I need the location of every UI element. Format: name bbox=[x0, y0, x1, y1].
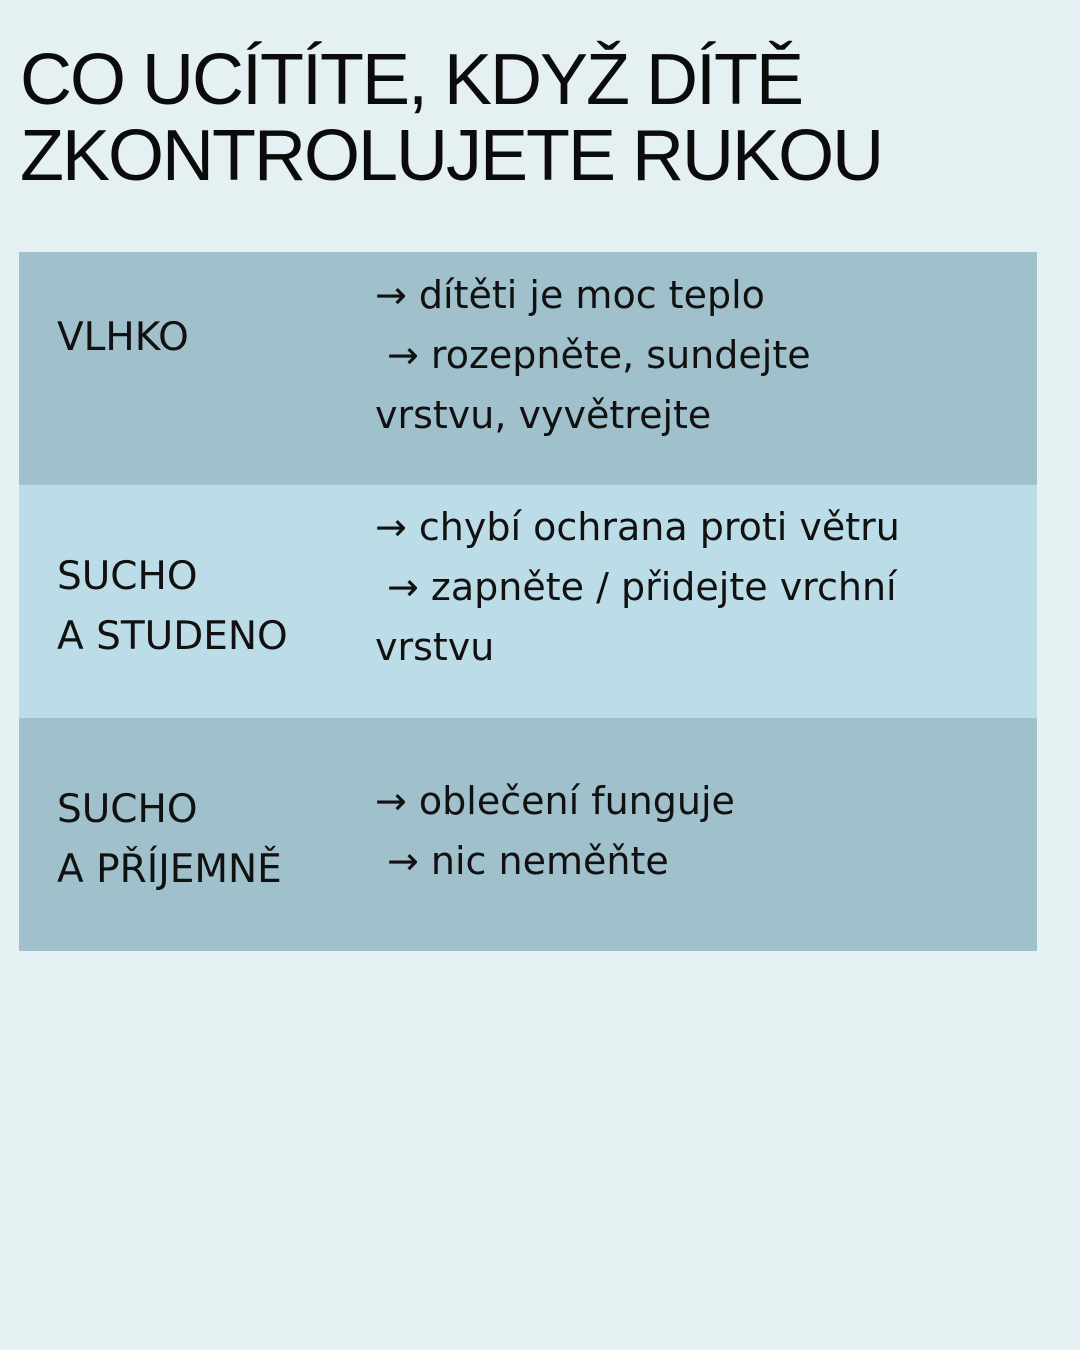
row-description-line: → oblečení funguje bbox=[375, 779, 735, 823]
table-row-sucho-prijemne bbox=[19, 718, 1037, 951]
row-label-line: VLHKO bbox=[57, 315, 189, 360]
info-table bbox=[19, 252, 1037, 951]
title-line-2: ZKONTROLUJETE RUKOU bbox=[20, 116, 883, 196]
row-description bbox=[375, 771, 1025, 891]
row-description bbox=[375, 497, 1025, 677]
row-description-line: → chybí ochrana proti větru bbox=[375, 505, 900, 549]
row-label-line: SUCHO bbox=[57, 554, 198, 599]
row-label-line: A PŘÍJEMNĚ bbox=[57, 847, 282, 892]
row-description-line: → nic neměňte bbox=[387, 839, 669, 883]
row-description-line: vrstvu bbox=[375, 625, 495, 669]
row-description-line: → zapněte / přidejte vrchní bbox=[387, 565, 897, 609]
row-description-line: → rozepněte, sundejte bbox=[387, 333, 811, 377]
row-label bbox=[57, 547, 357, 667]
table-row-sucho-studeno bbox=[19, 485, 1037, 718]
row-label bbox=[57, 308, 357, 368]
title-line-1: CO UCÍTÍTE, KDYŽ DÍTĚ bbox=[20, 40, 803, 120]
row-label-line: SUCHO bbox=[57, 787, 198, 832]
row-label bbox=[57, 780, 357, 900]
row-description bbox=[375, 265, 1025, 445]
table-row-vlhko bbox=[19, 252, 1037, 485]
row-description-line: vrstvu, vyvětrejte bbox=[375, 393, 712, 437]
page-title bbox=[20, 42, 1060, 194]
row-label-line: A STUDENO bbox=[57, 614, 288, 659]
row-description-line: → dítěti je moc teplo bbox=[375, 273, 765, 317]
